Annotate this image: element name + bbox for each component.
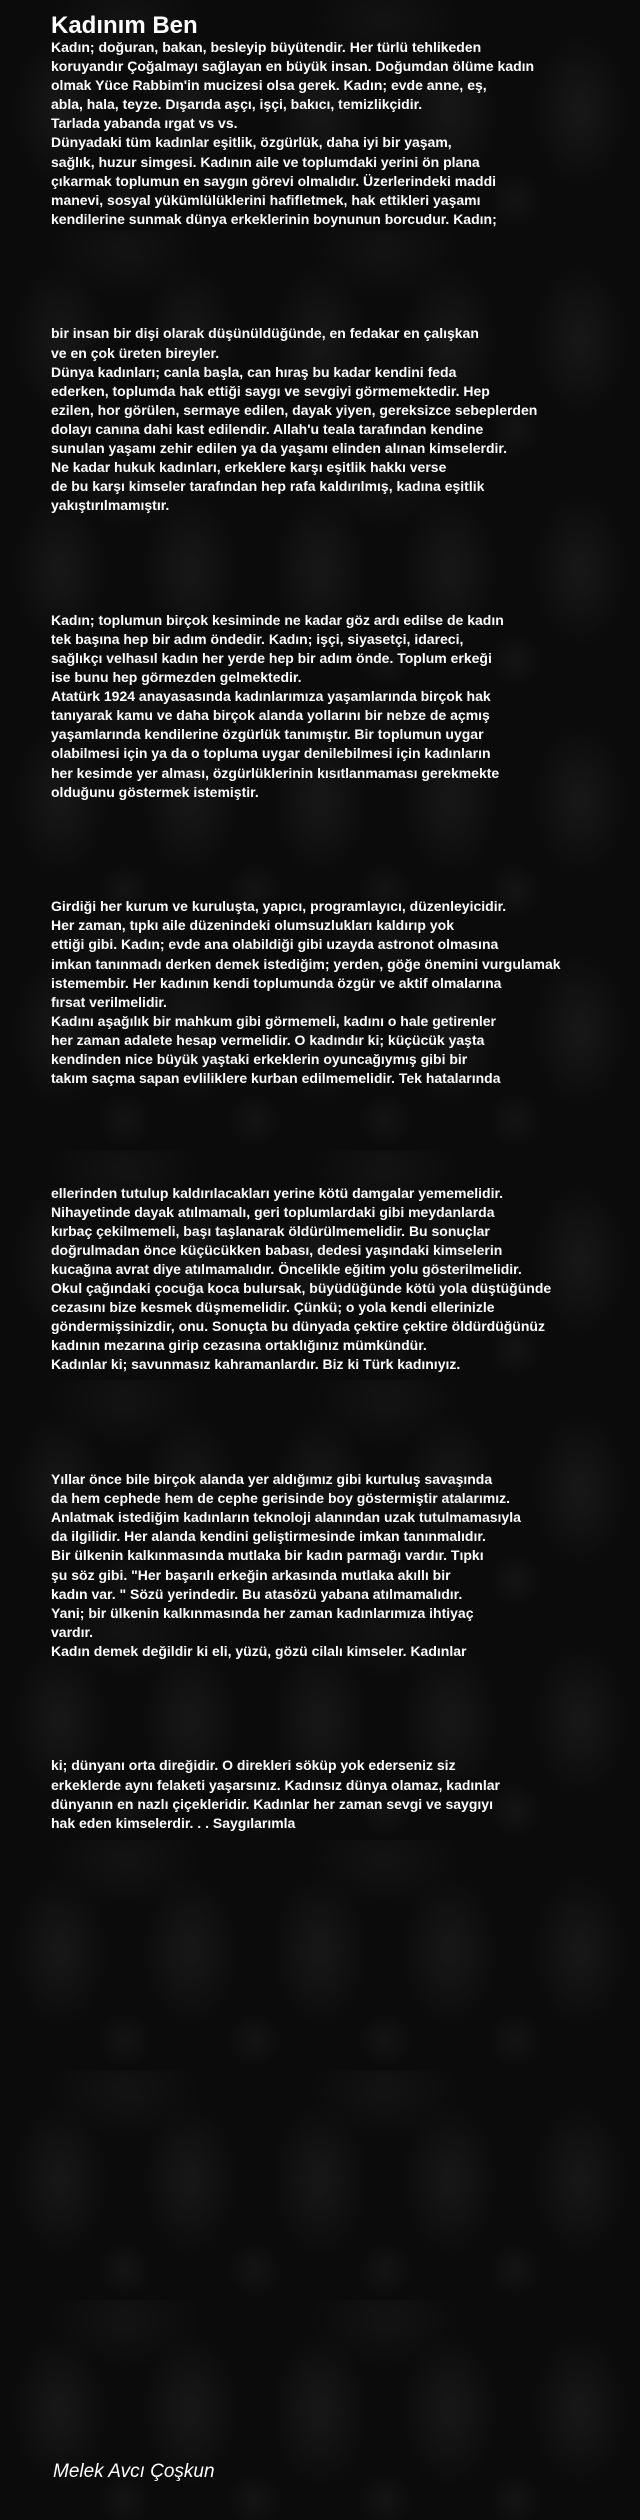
poem-line: olabilmesi için ya da o topluma uygar denilebilmesi için kadınların: [51, 745, 491, 762]
poem-line: Dünya kadınları; canla başla, can hıraş bu kadar kendini feda: [51, 363, 457, 380]
poem-line: ettiği gibi. Kadın; evde ana olabildiği gibi uzayda astronot olmasına: [51, 936, 499, 953]
poem-line: da hem cephede hem de cephe gerisinde boy göstermiştir atalarımız.: [51, 1490, 511, 1507]
poem-line: ise bunu hep görmezden gelmektedir.: [51, 669, 302, 686]
stanza-gap: [51, 1432, 631, 1451]
poem-line: göndermişsinizdir, onu. Sonuçta bu dünyada çektire çektire öldürdüğünüz: [51, 1318, 545, 1335]
stanza-gap: [51, 859, 631, 878]
poem-line: çıkarmak toplumun en saygın görevi olmalıdır. Üzerlerindeki maddi: [51, 172, 497, 189]
stanza-gap: [51, 1375, 631, 1394]
stanza-gap: [51, 1126, 631, 1145]
stanza-gap: [51, 840, 631, 859]
poem-title: Kadınım Ben: [51, 12, 198, 39]
poem-line: doğrulmadan önce küçücükken babası, dedesi yaşındaki kimselerin: [51, 1241, 503, 1258]
poem-line: kırbaç çekilmemeli, başı taşlanarak öldürülmemelidir. Bu sonuçlar: [51, 1222, 490, 1239]
poem-line: Atatürk 1924 anayasasında kadınlarımıza yaşamlarında birçok hak: [51, 688, 491, 705]
poem-line: ederken, toplumda hak ettiği saygı ve sevgiyi görmemektedir. Hep: [51, 382, 490, 399]
poem-body: [51, 38, 631, 1833]
poem-line: erkeklerde aynı felaketi yaşarsınız. Kadınsız dünya olamaz, kadınlar: [51, 1776, 500, 1793]
poem-line: takım saçma sapan evliliklere kurban edilmemelidir. Tek hatalarında: [51, 1070, 501, 1087]
poem-line: de bu karşı kimseler tarafından hep rafa kaldırılmış, kadına eşitlik: [51, 478, 485, 495]
stanza-gap: [51, 1680, 631, 1699]
stanza-gap: [51, 1413, 631, 1432]
stanza-gap: [51, 573, 631, 592]
stanza-gap: [51, 1699, 631, 1718]
poem-line: vardır.: [51, 1623, 94, 1640]
poem-line: şu söz gibi. "Her başarılı erkeğin arkasında mutlaka akıllı bir: [51, 1566, 451, 1583]
poem-line: fırsat verilmelidir.: [51, 993, 167, 1010]
poem-line: Kadınlar ki; savunmasız kahramanlardır. Biz ki Türk kadınıyız.: [51, 1356, 461, 1373]
poem-line: Anlatmak istediğim kadınların teknoloji alanından uzak tutulmamasıyla: [51, 1509, 521, 1526]
stanza-gap: [51, 267, 631, 286]
stanza-gap: [51, 592, 631, 611]
poem-line: sağlıkçı velhasıl kadın her yerde hep bir adım önde. Toplum erkeği: [51, 650, 492, 666]
poem-line: ellerinden tutulup kaldırılacakları yerine kötü damgalar yememelidir.: [51, 1184, 504, 1201]
poem-line: Kadın; toplumun birçok kesiminde ne kadar göz ardı edilse de kadın: [51, 611, 504, 628]
poem-line: manevi, sosyal yükümlülüklerini hafifletmek, hak ettikleri yaşamı: [51, 191, 481, 208]
poem-line: ki; dünyanı orta direğidir. O direkleri söküp yok ederseniz siz: [51, 1757, 456, 1774]
stanza-gap: [51, 1107, 631, 1126]
poem-line: yakıştırılmamıştır.: [51, 497, 170, 514]
stanza-gap: [51, 1451, 631, 1470]
poem-line: tek başına hep bir adım öndedir. Kadın; işçi, siyasetçi, idareci,: [51, 630, 464, 647]
poem-line: kadının mezarına girip cezasına ortaklığınız mümkündür.: [51, 1337, 427, 1354]
poem-line: Yani; bir ülkenin kalkınmasında her zaman kadınlarımıza ihtiyaç: [51, 1604, 474, 1621]
poem-line: olduğunu göstermek istemiştir.: [51, 783, 259, 800]
stanza-gap: [51, 554, 631, 573]
poem-line: Ne kadar hukuk kadınları, erkeklere karşı eşitlik hakkı verse: [51, 459, 447, 476]
poem-line: Okul çağındaki çocuğa koca bulursak, büyüdüğünde kötü yola düştüğünde: [51, 1280, 552, 1297]
stanza-gap: [51, 1088, 631, 1107]
poem-line: ve en çok üreten bireyler.: [51, 344, 220, 361]
stanza-gap: [51, 515, 631, 534]
poem-line: hak eden kimselerdir. . . Saygılarımla: [51, 1814, 296, 1831]
poem-line: koruyandır Çoğalmayı sağlayan en büyük insan. Doğumdan ölüme kadın: [51, 58, 535, 75]
stanza-gap: [51, 1165, 631, 1184]
poem-line: Yıllar önce bile birçok alanda yer aldığımız gibi kurtuluş savaşında: [51, 1471, 493, 1488]
poem-author: Melek Avcı Çoşkun: [53, 2461, 215, 2482]
poem-line: kucağına avrat diye atılmamalıdır. Öncelikle eğitim yolu gösterilmelidir.: [51, 1261, 522, 1277]
poem-line: abla, hala, teyze. Dışarıda aşçı, işçi, bakıcı, temizlikçidir.: [51, 96, 423, 113]
poem-line: kendilerine sunmak dünya erkeklerinin boynunun borcudur. Kadın;: [51, 210, 497, 227]
poem-line: imkan tanınmadı derken demek istediğim; yerden, göğe önemini vurgulamak: [51, 955, 561, 972]
stanza-gap: [51, 305, 631, 324]
poem-line: Kadın demek değildir ki eli, yüzü, gözü cilalı kimseler. Kadınlar: [51, 1642, 467, 1659]
stanza-gap: [51, 1394, 631, 1413]
poem-line: her kesimde yer alması, özgürlüklerinin kısıtlanmaması gerekmekte: [51, 764, 500, 781]
stanza-gap: [51, 248, 631, 267]
poem-line: sunulan yaşamı zehir edilen ya da yaşamı elinden alınan kimselerdir.: [51, 439, 507, 456]
poem-line: bir insan bir dişi olarak düşünüldüğünde, en fedakar en çalışkan: [51, 325, 479, 342]
poem-line: Girdiği her kurum ve kuruluşta, yapıcı, programlayıcı, düzenleyicidir.: [51, 898, 507, 915]
poem-line: Her zaman, tıpkı aile düzenindeki olumsuzlukları kaldırıp yok: [51, 917, 454, 934]
stanza-gap: [51, 1737, 631, 1756]
poem-line: kadın var. " Sözü yerindedir. Bu atasözü yabana atılmamalıdır.: [51, 1585, 463, 1602]
poem-line: sağlık, huzur simgesi. Kadının aile ve toplumdaki yerini ön plana: [51, 153, 480, 170]
stanza-gap: [51, 802, 631, 821]
poem-line: dünyanın en nazlı çiçekleridir. Kadınlar her zaman sevgi ve saygıyı: [51, 1795, 493, 1812]
stanza-gap: [51, 286, 631, 305]
poem-line: yaşamlarında kendilerine özgürlük tanımıştır. Bir toplumun uygar: [51, 726, 484, 743]
poem-line: Kadın; doğuran, bakan, besleyip büyütendir. Her türlü tehlikeden: [51, 39, 482, 55]
poem-line: da ilgilidir. Her alanda kendini geliştirmesinde imkan tanınmalıdır.: [51, 1528, 486, 1545]
stanza-gap: [51, 821, 631, 840]
stanza-gap: [51, 1661, 631, 1680]
stanza-gap: [51, 878, 631, 897]
poem-line: olmak Yüce Rabbim'in mucizesi olsa gerek. Kadın; evde anne, eş,: [51, 77, 487, 94]
poem-line: Tarlada yabanda ırgat vs vs.: [51, 115, 238, 132]
poem-line: Nihayetinde dayak atılmamalı, geri toplumlardaki gibi meydanlarda: [51, 1203, 495, 1220]
poem-line: her zaman adalete hesap vermelidir. O kadındır ki; küçücük yaşta: [51, 1031, 485, 1048]
poem-line: istemembir. Her kadının kendi toplumunda özgür ve aktif olmalarına: [51, 974, 502, 991]
stanza-gap: [51, 1145, 631, 1164]
stanza-gap: [51, 534, 631, 553]
stanza-gap: [51, 1718, 631, 1737]
poem-line: Kadını aşağılık bir mahkum gibi görmemeli, kadını o hale getirenler: [51, 1012, 497, 1029]
poem-line: dolayı canına dahi kast edilendir. Allah'u teala tarafından kendine: [51, 420, 484, 437]
poem-line: cezasını bize kesmek düşmemelidir. Çünkü; o yola kendi ellerinizle: [51, 1299, 495, 1316]
stanza-gap: [51, 229, 631, 248]
poem-line: tanıyarak kamu ve daha birçok alanda yollarını bir nebze de açmış: [51, 707, 490, 724]
poem-line: ezilen, hor görülen, sermaye edilen, dayak yiyen, gereksizce sebeplerden: [51, 401, 538, 418]
poem-line: Bir ülkenin kalkınmasında mutlaka bir kadın parmağı vardır. Tıpkı: [51, 1547, 484, 1564]
poem-line: kendinden nice büyük yaştaki erkeklerin oyuncağıymış gibi bir: [51, 1050, 468, 1067]
poem-line: Dünyadaki tüm kadınlar eşitlik, özgürlük, daha iyi bir yaşam,: [51, 134, 452, 151]
